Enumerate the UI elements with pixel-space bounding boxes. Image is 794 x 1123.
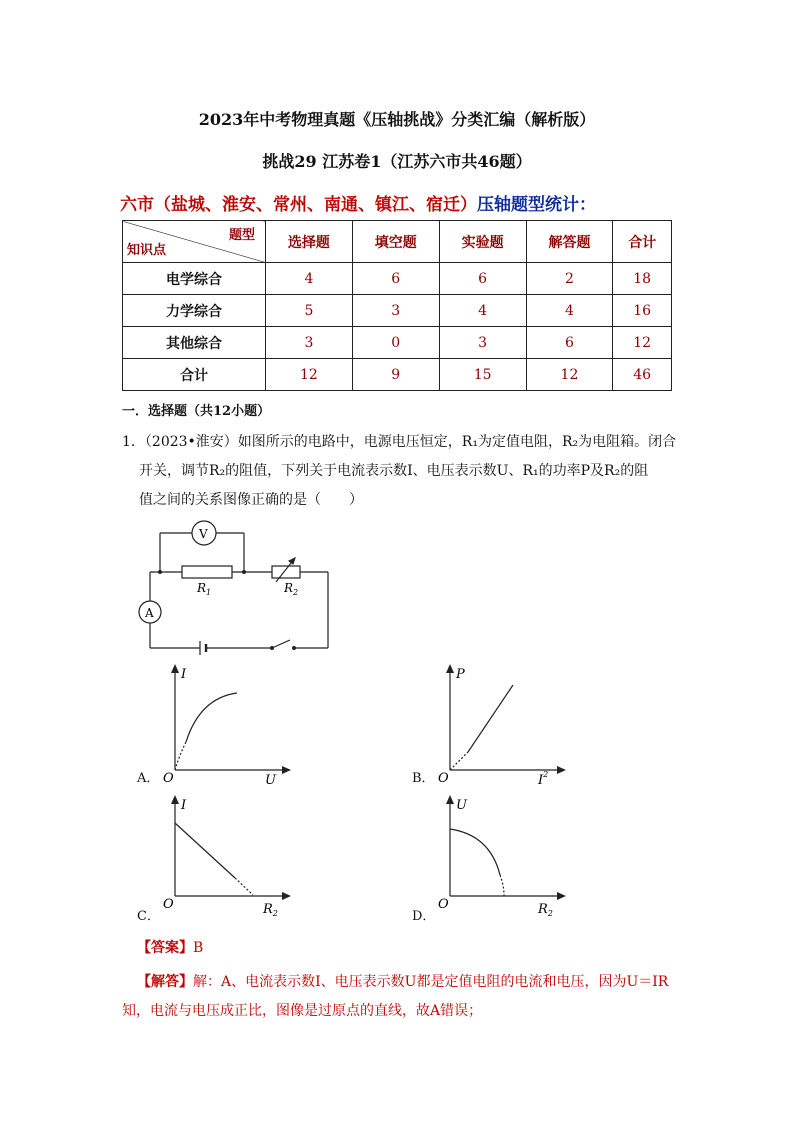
column-header: 解答题 [526, 221, 613, 263]
table-cell: 12 [613, 327, 672, 359]
table-cell: 3 [439, 327, 526, 359]
option-d-label: D． [412, 909, 436, 924]
page-title: 2023年中考物理真题《压轴挑战》分类汇编（解析版） [198, 110, 596, 129]
graph-b-origin: O [438, 771, 449, 785]
table-cell: 3 [352, 295, 439, 327]
table-cell: 2 [526, 263, 613, 295]
ammeter-label: A [145, 606, 154, 620]
graph-a-y-label: I [181, 667, 187, 682]
graph-c-origin: O [163, 897, 174, 912]
table-cell: 15 [439, 359, 526, 391]
stats-heading-cities: 六市（盐城、淮安、常州、南通、镇江、宿迁） [120, 195, 477, 215]
stats-table [122, 220, 672, 391]
stats-heading [120, 190, 596, 215]
voltmeter-label: V [199, 527, 208, 541]
answer-label: 【答案】 [137, 940, 193, 956]
column-header: 选择题 [266, 221, 353, 263]
graph-c-x-label: $R_2$ [263, 902, 278, 918]
table-cell: 4 [439, 295, 526, 327]
table-row [123, 327, 672, 359]
row-label: 合计 [123, 359, 266, 391]
table-header-row [123, 221, 672, 263]
table-cell: 12 [526, 359, 613, 391]
table-cell: 6 [352, 263, 439, 295]
explanation-label: 【解答】 [137, 974, 193, 990]
table-row [123, 295, 672, 327]
table-cell: 4 [266, 263, 353, 295]
circuit-diagram [130, 520, 350, 655]
graph-d-y-label: U [456, 798, 467, 813]
answer-value: B [193, 940, 204, 956]
row-label: 其他综合 [123, 327, 266, 359]
option-b-label: B． [412, 771, 435, 786]
table-cell: 4 [526, 295, 613, 327]
table-cell: 18 [613, 263, 672, 295]
table-cell: 46 [613, 359, 672, 391]
table-row [123, 359, 672, 391]
graph-c [155, 793, 295, 918]
corner-bottom-label: 知识点 [127, 243, 167, 258]
r2-label: $R_2$ [284, 581, 299, 597]
graph-d-x-label: $R_2$ [538, 902, 553, 918]
row-label: 电学综合 [123, 263, 266, 295]
explanation [122, 968, 682, 1026]
explanation-line: 解：A、电流表示数I、电压表示数U都是定值电阻的电流和电压，因为U＝IR [193, 974, 669, 990]
graph-a-x-label: U [265, 773, 276, 785]
column-header: 实验题 [439, 221, 526, 263]
table-cell: 5 [266, 295, 353, 327]
explanation-line: 知，电流与电压成正比，图像是过原点的直线，故A错误； [122, 1003, 483, 1019]
column-header: 合计 [613, 221, 672, 263]
option-a-label: A． [137, 771, 160, 786]
table-cell: 6 [526, 327, 613, 359]
graph-a-origin: O [163, 771, 174, 785]
table-row [123, 263, 672, 295]
table-cell: 0 [352, 327, 439, 359]
question-line: 值之间的关系图像正确的是（ ） [139, 492, 363, 508]
row-label: 力学综合 [123, 295, 266, 327]
column-header: 填空题 [352, 221, 439, 263]
answer-line [137, 937, 203, 957]
resistor-r1 [182, 566, 232, 578]
r1-label: $R_1$ [197, 581, 212, 597]
section-title: 一．选择题（共12小题） [122, 404, 271, 419]
table-cell: 6 [439, 263, 526, 295]
question-line: 1．（2023•淮安）如图所示的电路中，电源电压恒定，R₁为定值电阻，R₂为电阻箱。闭合 [122, 434, 677, 450]
table-cell: 12 [266, 359, 353, 391]
corner-top-label: 题型 [228, 228, 255, 243]
stats-heading-label: 压轴题型统计： [477, 195, 596, 215]
question-line: 开关，调节R₂的阻值，下列关于电流表示数I、电压表示数U、R₁的功率P及R₂的阻 [139, 463, 649, 479]
table-cell: 3 [266, 327, 353, 359]
graph-d-origin: O [438, 897, 449, 912]
option-c-label: C． [137, 909, 160, 924]
table-corner-cell [123, 221, 266, 263]
table-cell: 16 [613, 295, 672, 327]
page-subtitle: 挑战29 江苏卷1（江苏六市共46题） [262, 152, 532, 171]
graph-a [155, 660, 295, 785]
graph-d [430, 793, 570, 918]
resistor-box-r2 [272, 566, 300, 578]
graph-b-y-label: P [456, 667, 465, 682]
graph-b-x-label: $I^2$ [538, 770, 549, 785]
graph-c-y-label: I [181, 798, 187, 813]
question-text [122, 428, 682, 515]
table-cell: 9 [352, 359, 439, 391]
graph-b [430, 660, 570, 785]
